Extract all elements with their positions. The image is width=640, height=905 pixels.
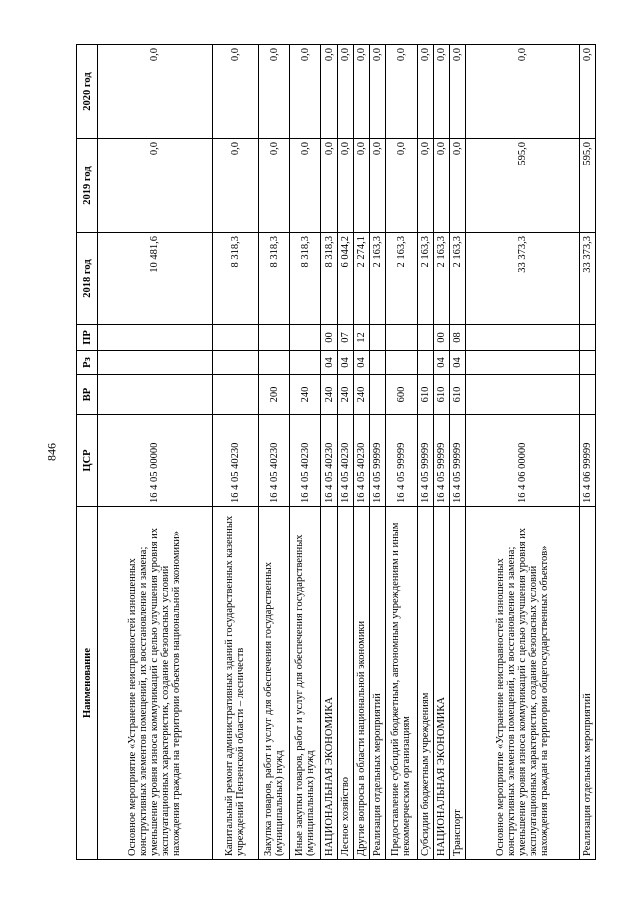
row-csr: 16 4 05 40230 [290,415,321,507]
row-2018: 33 373,3 [466,233,579,325]
row-2018: 2 163,3 [433,233,449,325]
row-2019: 0,0 [449,139,465,233]
table-row [98,45,213,860]
row-2019: 0,0 [258,139,289,233]
header-2019: 2019 год [77,139,98,233]
row-name: НАЦИОНАЛЬНАЯ ЭКОНОМИКА [321,507,337,860]
row-rz: 04 [433,351,449,375]
row-csr: 16 4 05 99999 [417,415,433,507]
row-pr: 08 [449,325,465,351]
row-name: Другие вопросы в области национальной экономики [353,507,369,860]
row-vr: 610 [417,375,433,415]
row-name: Основное мероприятие «Устранение неисправностей изношенных конструктивных элементов помещений, их восстановление и замена; уменьшение уровня износа коммуникаций с целью улучшения уровня их эксплуатационных характеристик, создание безопасных условий нахождения граждан на территории общегосударственных объектов» [466,507,579,860]
row-rz: 04 [337,351,353,375]
row-pr [290,325,321,351]
row-2018: 2 163,3 [417,233,433,325]
table-row [466,45,579,860]
row-csr: 16 4 05 00000 [98,415,213,507]
row-vr: 610 [433,375,449,415]
row-csr: 16 4 05 99999 [449,415,465,507]
row-pr [386,325,417,351]
row-name: Лесное хозяйство [337,507,353,860]
row-2019: 0,0 [370,139,386,233]
table-row [417,45,433,860]
row-csr: 16 4 06 00000 [466,415,579,507]
table-container [76,45,596,860]
row-vr: 610 [449,375,465,415]
row-rz [98,351,213,375]
row-pr [466,325,579,351]
row-2018: 2 163,3 [370,233,386,325]
row-2018: 8 318,3 [290,233,321,325]
row-2018: 8 318,3 [321,233,337,325]
rotated-table-wrapper [76,45,596,860]
row-rz: 04 [353,351,369,375]
row-rz: 04 [449,351,465,375]
row-2019: 0,0 [321,139,337,233]
header-2020: 2020 год [77,45,98,139]
row-2019: 0,0 [433,139,449,233]
row-2020: 0,0 [290,45,321,139]
row-2019: 0,0 [98,139,213,233]
row-name: Закупка товаров, работ и услуг для обеспечения государственных (муниципальных) нужд [258,507,289,860]
row-rz [417,351,433,375]
row-vr [212,375,258,415]
table-row [449,45,465,860]
row-2019: 0,0 [386,139,417,233]
row-2020: 0,0 [212,45,258,139]
row-2019: 0,0 [212,139,258,233]
table-row [579,45,595,860]
row-vr [98,375,213,415]
row-2020: 0,0 [386,45,417,139]
row-2020: 0,0 [417,45,433,139]
table-row [433,45,449,860]
table-row [258,45,289,860]
row-pr: 07 [337,325,353,351]
row-pr [258,325,289,351]
row-vr: 240 [290,375,321,415]
row-2019: 0,0 [417,139,433,233]
table-row [212,45,258,860]
row-rz [370,351,386,375]
row-2019: 595,0 [466,139,579,233]
row-2018: 8 318,3 [212,233,258,325]
row-csr: 16 4 05 40230 [258,415,289,507]
row-csr: 16 4 05 40230 [337,415,353,507]
table-row [321,45,337,860]
row-vr: 240 [353,375,369,415]
row-pr [98,325,213,351]
row-2018: 2 163,3 [386,233,417,325]
header-csr: ЦСР [77,415,98,507]
budget-table [76,44,596,860]
row-2020: 0,0 [337,45,353,139]
row-2020: 0,0 [370,45,386,139]
row-name: Иные закупки товаров, работ и услуг для обеспечения государственных (муниципальных) нужд [290,507,321,860]
table-row [370,45,386,860]
row-2020: 0,0 [466,45,579,139]
row-vr: 240 [321,375,337,415]
row-2018: 10 481,6 [98,233,213,325]
row-2018: 6 044,2 [337,233,353,325]
row-name: Транспорт [449,507,465,860]
row-2020: 0,0 [321,45,337,139]
row-name: Реализация отдельных мероприятий [579,507,595,860]
row-2019: 0,0 [337,139,353,233]
row-2019: 0,0 [290,139,321,233]
table-row [337,45,353,860]
table-row [386,45,417,860]
row-rz [386,351,417,375]
row-name: Субсидии бюджетным учреждениям [417,507,433,860]
row-2020: 0,0 [433,45,449,139]
row-name: Предоставление субсидий бюджетным, автономным учреждениям и иным некоммерческим организациям [386,507,417,860]
row-2020: 0,0 [353,45,369,139]
row-2018: 8 318,3 [258,233,289,325]
row-pr: 12 [353,325,369,351]
row-name: Капитальный ремонт административных зданий государственных казенных учреждений Пензенской области – лесничеств [212,507,258,860]
row-2020: 0,0 [98,45,213,139]
row-csr: 16 4 05 99999 [386,415,417,507]
table-row [353,45,369,860]
row-vr [466,375,579,415]
row-pr [370,325,386,351]
row-name: НАЦИОНАЛЬНАЯ ЭКОНОМИКА [433,507,449,860]
row-csr: 16 4 05 40230 [212,415,258,507]
row-csr: 16 4 06 99999 [579,415,595,507]
header-2018: 2018 год [77,233,98,325]
row-name: Реализация отдельных мероприятий [370,507,386,860]
row-csr: 16 4 05 40230 [353,415,369,507]
header-name: Наименование [77,507,98,860]
header-row [77,45,98,860]
row-pr: 00 [433,325,449,351]
row-csr: 16 4 05 99999 [370,415,386,507]
row-name: Основное мероприятие «Устранение неисправностей изношенных конструктивных элементов помещений, их восстановление и замена; уменьшение уровня износа коммуникаций с целью улучшения уровня их эксплуатационных характеристик, создание безопасных условий нахождения граждан на территории объектов национальной экономики» [98,507,213,860]
row-2019: 0,0 [353,139,369,233]
row-vr [579,375,595,415]
row-rz [212,351,258,375]
row-pr [212,325,258,351]
row-pr [579,325,595,351]
row-2018: 33 373,3 [579,233,595,325]
header-vr: ВР [77,375,98,415]
row-2018: 2 274,1 [353,233,369,325]
header-pr: ПР [77,325,98,351]
row-rz [466,351,579,375]
row-vr [370,375,386,415]
row-pr: 00 [321,325,337,351]
table-row [290,45,321,860]
row-pr [417,325,433,351]
row-vr: 240 [337,375,353,415]
row-vr: 200 [258,375,289,415]
row-2020: 0,0 [258,45,289,139]
row-rz [579,351,595,375]
row-2018: 2 163,3 [449,233,465,325]
row-csr: 16 4 05 99999 [433,415,449,507]
row-2020: 0,0 [579,45,595,139]
row-rz [258,351,289,375]
row-rz: 04 [321,351,337,375]
row-rz [290,351,321,375]
row-csr: 16 4 05 40230 [321,415,337,507]
row-2019: 595,0 [579,139,595,233]
row-2020: 0,0 [449,45,465,139]
page-number: 846 [44,443,59,461]
row-vr: 600 [386,375,417,415]
header-rz: Рз [77,351,98,375]
